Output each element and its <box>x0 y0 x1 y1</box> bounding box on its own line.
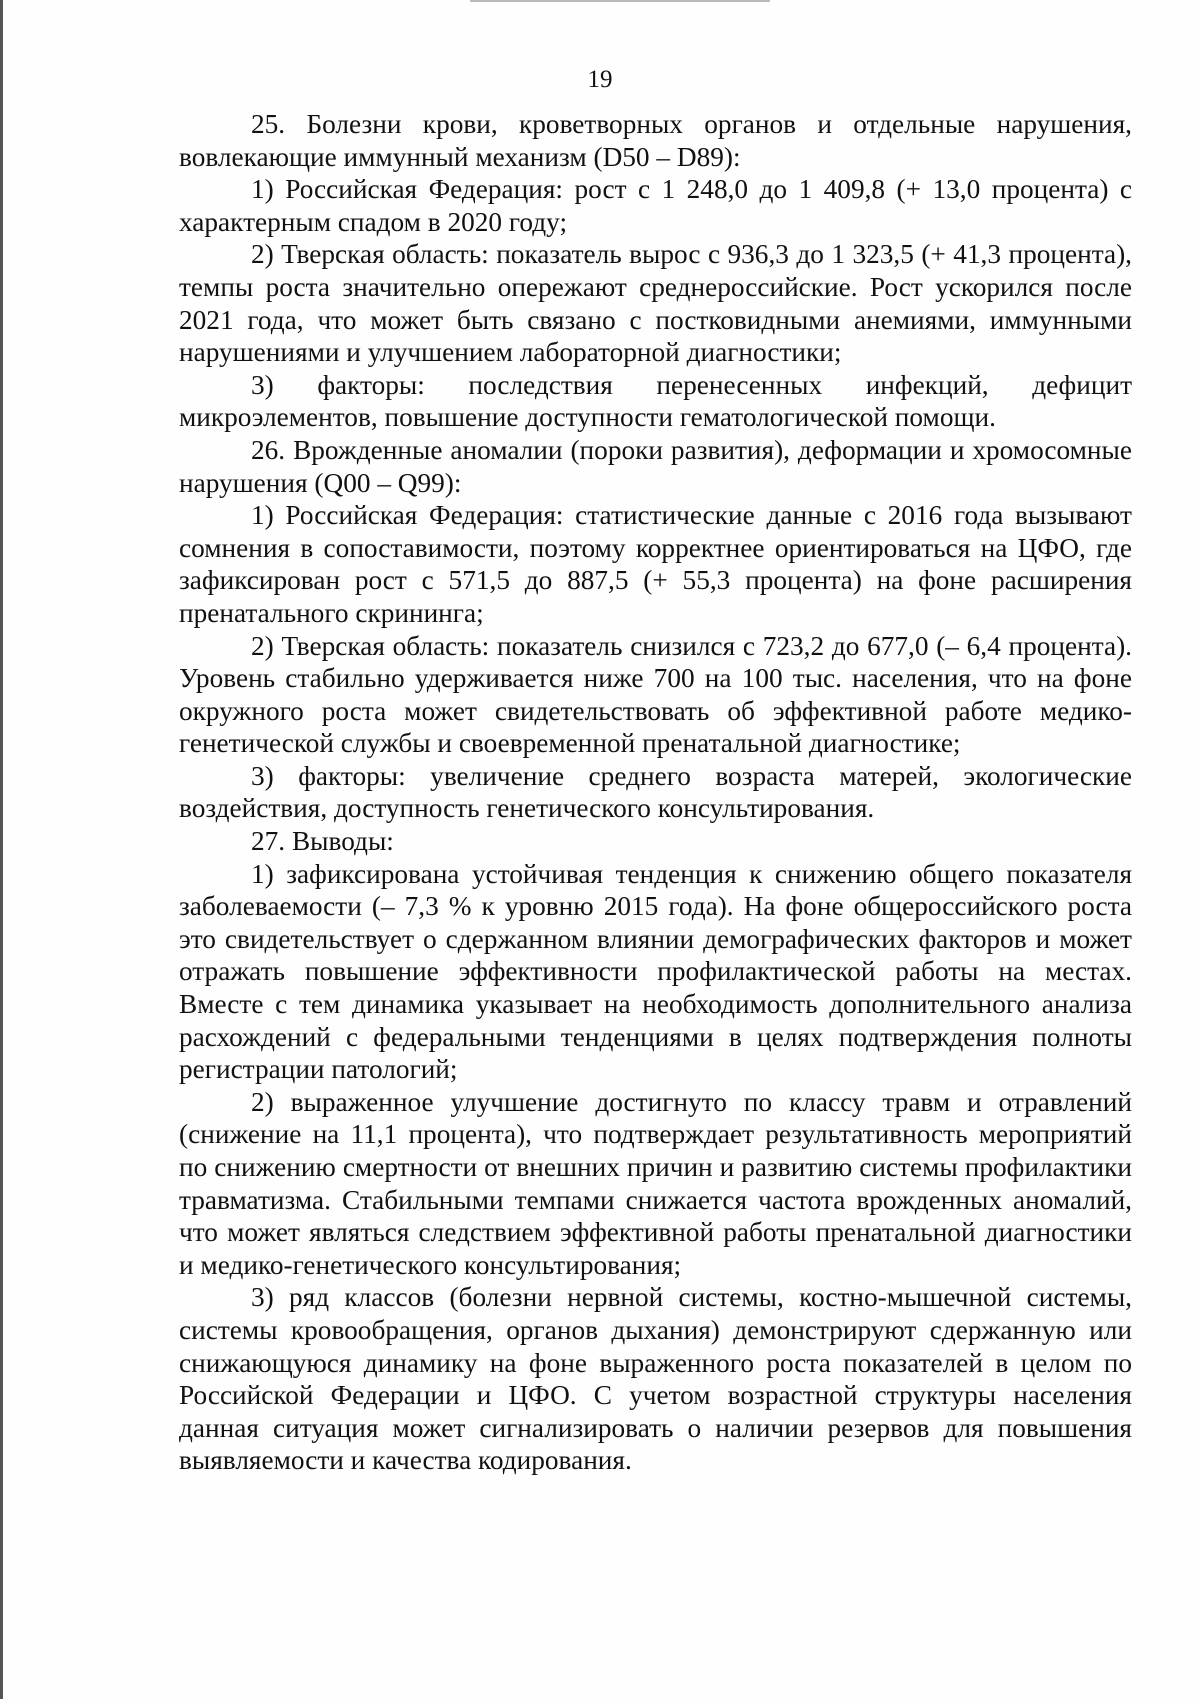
paragraph-27-item-2: 2) выраженное улучшение достигнуто по классу травм и отравлений (снижение на 11,1 процента), что подтверждает результативность мероприятий по снижению смертности от внешних причин и развитию системы профилактики травматизма. Стабильными темпами снижается частота врожденных аномалий, что может являться следствием эффективной работы пренатальной диагностики и медико-генетического консультирования; <box>179 1086 1132 1280</box>
page-number: 19 <box>587 66 613 93</box>
paragraph-25-item-3: 3) факторы: последствия перенесенных инфекций, дефицит микроэлементов, повышение доступности гематологической помощи. <box>179 369 1132 433</box>
paragraph-26-item-3: 3) факторы: увеличение среднего возраста матерей, экологические воздействия, доступность генетического консультирования. <box>179 760 1132 824</box>
paragraph-25-heading: 25. Болезни крови, кроветворных органов и отдельные нарушения, вовлекающие иммунный механизм (D50 – D89): <box>179 109 1132 172</box>
paragraph-26-item-1: 1) Российская Федерация: статистические данные с 2016 года вызывают сомнения в сопоставимости, поэтому корректнее ориентироваться на ЦФО, где зафиксирован рост с 571,5 до 887,5 (+ 55,3 процента) на фоне расширения пренатального скрининга; <box>179 500 1132 628</box>
paragraph-25-item-2: 2) Тверская область: показатель вырос с 936,3 до 1 323,5 (+ 41,3 процента), темпы роста значительно опережают среднероссийские. Рост ускорился после 2021 года, что может быть связано с постковидными анемиями, иммунными нарушениями и улучшением лабораторной диагностики; <box>179 239 1132 368</box>
document-body <box>179 108 1132 1477</box>
paragraph-26-heading: 26. Врожденные аномалии (пороки развития), деформации и хромосомные нарушения (Q00 – Q99): <box>179 434 1132 498</box>
paragraph-27-item-3: 3) ряд классов (болезни нервной системы, костно-мышечной системы, системы кровообращения, органов дыхания) демонстрируют сдержанную или снижающуюся динамику на фоне выраженного роста показателей в целом по Российской Федерации и ЦФО. С учетом возрастной структуры населения данная ситуация может сигнализировать о наличии резервов для повышения выявляемости и качества кодирования. <box>179 1282 1132 1476</box>
scan-left-edge <box>0 0 3 1699</box>
paragraph-27-heading: 27. Выводы: <box>251 826 394 857</box>
paragraph-26-item-2: 2) Тверская область: показатель снизился с 723,2 до 677,0 (– 6,4 процента). Уровень стабильно удерживается ниже 700 на 100 тыс. населения, что на фоне окружного роста может свидетельствовать об эффективной работе медико-генетической службы и своевременной пренатальной диагностике; <box>179 630 1132 759</box>
scan-top-edge <box>470 0 770 2</box>
paragraph-25-item-1: 1) Российская Федерация: рост с 1 248,0 до 1 409,8 (+ 13,0 процента) с характерным спадом в 2020 году; <box>179 174 1132 237</box>
paragraph-27-item-1: 1) зафиксирована устойчивая тенденция к снижению общего показателя заболеваемости (– 7,3 % к уровню 2015 года). На фоне общероссийского роста это свидетельствует о сдержанном влиянии демографических факторов и может отражать повышение эффективности профилактической работы на местах. Вместе с тем динамика указывает на необходимость дополнительного анализа расхождений с федеральными тенденциями в целях подтверждения полноты регистрации патологий; <box>179 858 1132 1085</box>
